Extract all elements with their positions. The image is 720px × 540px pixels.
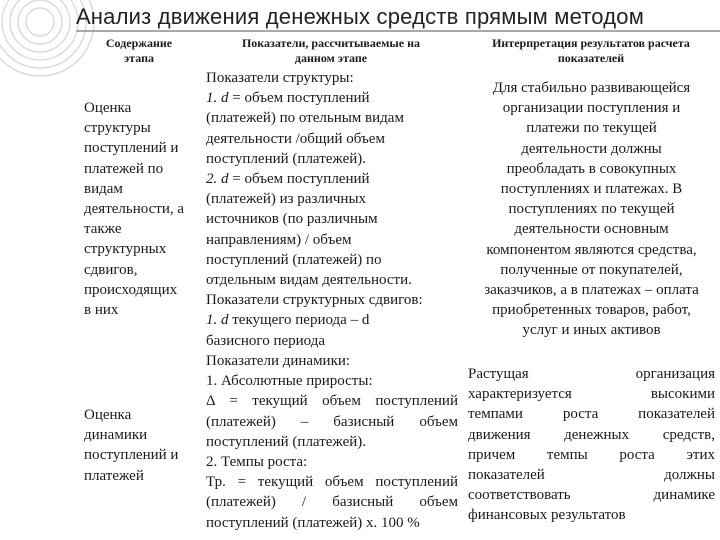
header-indicators: Показатели, рассчитываемые на данном этапе — [241, 36, 421, 65]
title-underline — [76, 30, 720, 32]
row1-interpretation: Для стабильно развивающейся организации поступления и платежи по текущей деятельности должны преобладать в совокупных поступлениях и платежах. В поступлениях по текущей деятельности основным компонентом являются средства, полученные от покупателей, заказчиков, а в платежах – оплата приобретенных товаров, работ, услуг и иных активов — [484, 80, 699, 339]
row2-stage: Оценка динамики поступлений и платежей — [84, 407, 179, 484]
header-interpretation: Интерпретация результатов расчета показателей — [492, 36, 690, 65]
row2-interpretation: Растущая организация характеризуется высокими темпами роста показателей движения денежных средств, причем темпы роста этих показателей должны соответствовать динамике финансовых результатов — [468, 366, 715, 524]
row2-indicators: Показатели динамики: 1. Абсолютные приросты: Δ = текущий объем поступлений (платежей) – базисный объем поступлений (платежей). 2. Темпы роста: Тр. = текущий объем поступлений (платежей) / базисный объем поступлений (платежей) х. 100 % — [206, 353, 458, 531]
row1-indicators: Показатели структуры: 1. d = объем поступлений (платежей) по отельным видам деятельности /общий объем поступлений (платежей). 2. d = объем поступлений (платежей) из различных источников (по различным направлениям) / объем поступлений (платежей) по отдельным видам деятельности. Показатели структурных сдвигов: 1. d текущего периода – d базисного периода — [206, 70, 423, 349]
page-title: Анализ движения денежных средств прямым методом — [75, 4, 645, 29]
row1-stage: Оценка структуры поступлений и платежей по видам деятельности, а также структурных сдвигов, происходящих в них — [84, 100, 185, 319]
header-stage: Содержание этапа — [105, 36, 173, 65]
